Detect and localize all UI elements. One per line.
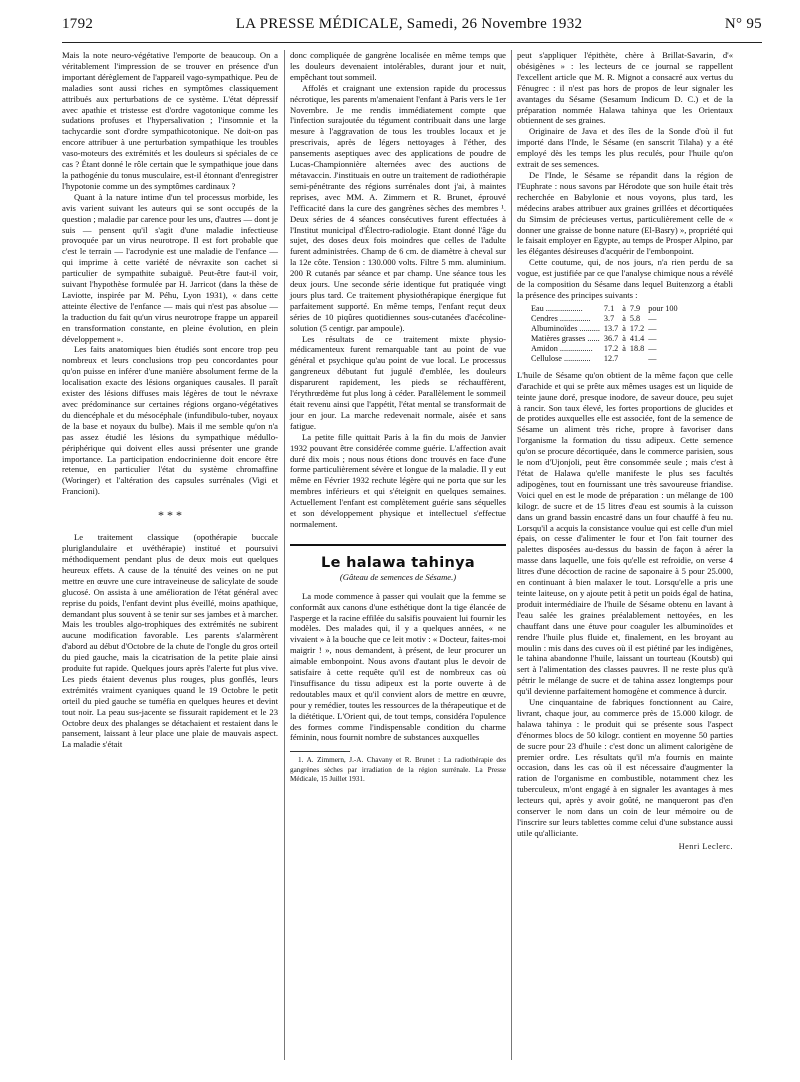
paragraph: donc compliquée de gangrène localisée en même temps que les douleurs devenaient intolérables, durant jour et nuit, empêchant tout sommeil.: [290, 50, 506, 82]
column-separator: [511, 50, 512, 1060]
article-title: Le halawa tahinya: [321, 554, 475, 571]
composition-table: [531, 304, 682, 364]
table-row: Albuminoïdes .......... 13.7 à 17.2 —: [531, 323, 657, 333]
paragraph: Le traitement classique (opothérapie buccale pluriglandulaire et uvéthérapie) institué et poursuivi méthodiquement pendant plus de deux mois eut quelques heureux effets. A cause de la ténuité des veines on ne put mettre en œuvre une cure intraveineuse de salicylate de soude glucosé. On assista à une amélioration de l'état général avec reprise du poids, l'enfant devint plus éveillé, moins apathique, demandant plus souvent à se tenir sur ses jambes et à marcher. Mais les troubles algo-trophiques des extrémités ne subirent aucune modification favorable. Les parents s'alarmèrent d'abord au début d'Octobre de la chute de l'ongle du gros orteil du pied gauche, mais la cicatrisation de la petite plaie ainsi produite fut rapide. Quelques jours après l'alerte fut plus vive. Les pieds étaient devenus plus rouges, plus gonflés, leurs extrémités vraiment cyaniques quand le 19 Octobre le petit orteil du pied gauche se tuméfia en quelques heures et devint tout noir. La peau sus-jacente se fissurait rapidement et le 23 Octobre deux des phalanges se détachaient et restaient dans le pansement, laissant à leur place une plaie de mauvais aspect. La maladie s'était: [62, 532, 278, 750]
table-row: Amidon ................ 17.2 à 18.8 —: [531, 343, 657, 353]
paragraph: Les faits anatomiques bien étudiés sont encore trop peu nombreux et leurs conclusions trop peu concordantes pour qu'on puisse en inférer d'une manière absolument ferme de la localisation exacte des lésions organiques causales. Il paraît exister des lésions diffuses mais légères de tout le névraxe avec prédominance sur certaines régions organo-végétatives du diencéphale et du mésocéphale (infundibulo-tuber, noyaux de la base et noyaux du bulbe). Mais il me semble qu'on n'a pas assez étudié les lésions du sympathique médullo-périphérique qui doivent elles aussi présenter une grande importance. La participation endocrinienne doit encore être retenue, en particulier l'état du système chromaffine (Woringer) et l'altération des capsules surrénales (Vigi et Francioni).: [62, 344, 278, 497]
column-1: [62, 50, 278, 750]
table-row: Cellulose ............. 12.7 —: [531, 353, 657, 363]
column-3: [517, 50, 733, 853]
paragraph: Quant à la nature intime d'un tel processus morbide, les avis varient suivant les auteurs qui se sont occupés de la question ; maladie par carence pour les uns, d'autres — dont je suis — pensent qu'il s'agit d'une maladie infectieuse provoquée par un virus neurotrope. Il est fort probable que c'est le terrain — l'acrodynie est une maladie de l'enfance — qui imprime à cette variété de névraxite son cachet si particulier de sympathite subaiguë. Peut-être faut-il voir, suivant l'hypothèse formulée par H. Jarricot (dans la thèse de Laviotte, inspirée par M. Péhu, Lyon 1931), « dans cette atteinte élective de l'enfance — mais qui n'est pas absolue — la traduction du fait qu'un virus neurotrope frappe un appareil en transformation constante, en pleine évolution, en plein développement ».: [62, 191, 278, 344]
article-subtitle: (Gâteau de semences de Sésame.): [339, 571, 457, 582]
paragraph: De l'Inde, le Sésame se répandit dans la région de l'Euphrate : nous savons par Hérodote que son huile était très recherchée en Babylonie et nous voyons, plus tard, les médecins arabes attribuer aux graines grillées et décortiquées du Simsim de précieuses vertus, particulièrement celle de « donner une graisse de bonne nature (El-Basry) », propriété qui le faisait employer en Egypte, au temps de Prosper Alpino, par les élégantes désireuses d'acquérir de l'embonpoint.: [517, 169, 733, 257]
paragraph: Affolés et craignant une extension rapide du processus nécrotique, les parents m'amenaient l'enfant à Paris vers le 1er Novembre. Je me rendis immédiatement compte que l'infection surajoutée du tégument contribuait dans une large mesure à l'aggravation de tous les troubles locaux et je prescrivais, après de légers nettoyages à l'éther, des pansements aseptiques avec des applications de poudre de Lucas-Championnière alternées avec des auctions de métavaccin. J'instituais en outre un traitement de radiothérapie semi-pénétrante des régions surrénales dont j'ai, à maintes reprises, avec MM. A. Zimmern et R. Brunet, éprouvé l'efficacité dans la cure des gangrènes sèches des membres ¹. Deux séries de 4 séances consécutives furent effectuées à l'Institut municipal d'Électro-radiologie. Etant donné l'âge du sujet, des doses deux fois moindres que celles de l'adulte furent administrées. Champ de 6 cm. de diamètre à cheval sur la 12e côte. Tension : 130.000 volts. Filtre 5 mm. aluminium. 200 R cutanés par séance et par champ. Une séance tous les deux jours. Une seconde série identique fut pratiquée vingt jours plus tard. Ce traitement physiothérapique énergique fut parfaitement supporté. En même temps, l'enfant reçut deux séries de 10 piqûres quotidiennes sous-cutanées d'acécoline-solution (5 centigr. par ampoule).: [290, 82, 506, 333]
table-row: Matières grasses ...... 36.7 à 41.4 —: [531, 333, 657, 343]
header-rule: [62, 42, 762, 43]
table-row: Cendres ............... 3.7 à 5.8 —: [531, 313, 657, 323]
paragraph: Les résultats de ce traitement mixte physio-médicamenteux furent remarquable tant au point de vue général et psychique qu'au point de vue local. Le processus gangreneux débutant fut jugulé d'emblée, les douleurs disparurent rapidement, les pieds se réchauffèrent, l'érythrœdème fut plus long à céder. Parallèlement le sommeil était revenu ainsi que l'appétit, l'état mental se transformait de jour en jour. La marche redevenait normale, aisée et sans fatigue.: [290, 333, 506, 431]
table-row: Eau .................. 7.1 à 7.9 pour 100: [531, 303, 678, 313]
paragraph: Cette coutume, qui, de nos jours, n'a rien perdu de sa vogue, est justifiée par ce que l'analyse chimique nous a révélé de la composition du Sésame dans lequel Buitenzorg a établi la présence des principes suivants :: [517, 257, 733, 300]
paragraph: La petite fille quittait Paris à la fin du mois de Janvier 1932 pouvant être considérée comme guérie. L'affection avait duré dix mois ; nous nous étions donc trouvés en face d'une forme particulièrement sévère et longue de la maladie. Il y eut même en Février 1932 rechute légère qui ne porta que sur les membres inférieurs et qui s'éteignit en quelques semaines. Actuellement l'enfant est complètement guérie sans séquelles et son développement physique et intellectuel s'effectue normalement.: [290, 431, 506, 529]
paragraph: Mais la note neuro-végétative l'emporte de beaucoup. On a véritablement l'impression de se trouver en présence d'un important dérèglement de l'appareil vago-sympathique. Peu de maladies sont aussi riches en symptômes classiquement attribués aux perturbations de ce système. L'état dépressif avec apathie et tristesse est d'ordre vagotonique comme les sudations profuses et l'hypersalivation ; l'insomnie et la tachycardie sont d'ordre sympathicotonique. Ne doit-on pas encore attribuer à une perturbation sympathique les troubles vaso-moteurs des extrémités et les douleurs si spéciales de ce cas ? Étant donné le rôle certain que le sympathique joue dans la pathogénie du tonus musculaire, est-il étonnant d'enregistrer l'hypotonie comme un des symptômes cardinaux ?: [62, 50, 278, 191]
paragraph: peut s'appliquer l'épithète, chère à Brillat-Savarin, d'« obésigènes » : les lecteurs de ce journal se rappellent l'excellent article que M. R. Mignot a consacré aux vertus du Fénugrec : il n'est pas hors de propos de leur signaler les avantages du Sésame (Sesamum Indicum D. C.) et de la préparation nommée Halawa tahinya que les Orientaux obtiennent de ses graines.: [517, 50, 733, 126]
page-header: [62, 16, 762, 38]
page-number: 1792: [62, 16, 94, 32]
journal-title: LA PRESSE MÉDICALE, Samedi, 26 Novembre 1932: [235, 16, 583, 32]
paragraph: La mode commence à passer qui voulait que la femme se conformât aux canons d'une esthétique dont la tige élancée de l'asperge et la racine effilée du salsifis pouvaient lui fournir les modèles. Des malades qui, il y a quelques années, « ne vivaient » à la bouche que ce leit motiv : « Docteur, faites-moi maigrir ! », nous demandent, à présent, de leur procurer un aimable embonpoint. Nous avons d'autant plus le devoir de satisfaire à cette requête qu'il est de nombreux cas où l'insuffisance du tissu adipeux est la porte ouverte à de redoutables maux et qu'il convient alors de mettre en œuvre, pour y remédier, toutes les ressources de la thérapeutique et de la diététique. L'Orient qui, de tout temps, considéra l'opulence des formes comme l'indispensable condition du charme féminin, nous fournit nombre de substances auxquelles: [290, 590, 506, 743]
column-separator: [284, 50, 285, 1060]
paragraph: Originaire de Java et des îles de la Sonde d'où il fut importé dans l'Inde, le Sésame (en sanscrit Tilaha) y a été employé dès les temps les plus reculés, pour l'huile qu'on extrait de ses semences.: [517, 126, 733, 170]
section-divider-stars: * * *: [158, 508, 182, 523]
column-2: [290, 50, 506, 784]
footnote-rule: [290, 751, 350, 752]
paragraph: L'huile de Sésame qu'on obtient de la même façon que celle d'arachide et qui se prête aux mêmes usages est un liquide de teinte jaune doré, presque inodore, de saveur douce, peu sujet à rancir. Son taux élevé, les fortes proportions de glucides et de protides auxquelles elle est associée, font de la semence de Sésame un aliment très riche, propre à favoriser dans l'organisme la formation du tissu adipeux. Cette semence qu'on se procure décortiquée, dans le commerce parisien, sous le nom d'Ujonjoli, peut être consommée seule ; mais c'est à l'état de Halawa qu'elle manifeste le plus ses facultés adipogènes, tout en fournissant une très savoureuse friandise. Voici quel en est le mode de préparation : un mélange de 100 kilogr. de sucre et de 15 litres d'eau est soumis à la cuisson dans un grand bassin encastré dans un four chauffé à feu nu. Lorsqu'il a acquis la consistance voulue qui est celle d'un miel épais, on cesse d'alimenter le four et l'on fait tourner des palettes disposées au-dessus du bassin de façon à aérer la masse dans laquelle, une fois qu'elle est refroidie, on verse 4 litres d'une décoction de racine de saponaire à 5 pour 25.000, en continuant à bien malaxer le tout. Lorsqu'elle a pris une teinte laiteuse, on y ajoute petit à petit un poids égal de hatina, produit intermédiaire de l'huile de Sésame obtenu en lavant à l'eau salée les graines préalablement nettoyées, en les chauffant dans une étuve pour coaguler les albuminoïdes et rendre l'huile plus fluide et, finalement, en les broyant au moulin : mis dans des cuves où il est piétiné par les indigènes, le tahina abandonne l'huile, laissant un tourteau (Koutsb) qui sert à l'alimentation des classes pauvres. Il ne reste plus qu'à pétrir le mélange de sucre et de tahina assez longtemps pour qu'il devienne parfaitement homogène et commence à durcir.: [517, 369, 733, 697]
footnote: 1. A. Zimmern, J.-A. Chavany et R. Brunet : La radiothérapie des gangrènes sèches par irradiation de la région surrénale. La Presse Médicale, 15 Juillet 1931.: [290, 756, 506, 783]
issue-number: N° 95: [724, 16, 762, 32]
author-signature: Henri Leclerc.: [678, 841, 733, 851]
article-heading: [290, 544, 506, 583]
paragraph: Une cinquantaine de fabriques fonctionnent au Caire, livrant, chaque jour, au commerce près de 15.000 kilogr. de halawa tahinya : le produit qui se présente sous l'aspect d'énormes blocs de 50 kilogr. contient en moyenne 50 parties de sucre pour 23 d'huile : c'est donc un aliment calorigène de premier ordre. Les résultats qu'il m'a fournis en mainte occasion, dans les cas où il est nécessaire d'augmenter la ration de l'organisme en combustible, notamment chez les tuberculeux, m'ont engagé à en signaler les avantages à mes lecteurs qui, après y avoir goûté, ne manqueront pas d'en conserver le nom dans un coin de leur mémoire ou de l'inscrire sur leurs tablettes comme celui d'une substance aussi utile qu'alliciante.: [517, 697, 733, 838]
